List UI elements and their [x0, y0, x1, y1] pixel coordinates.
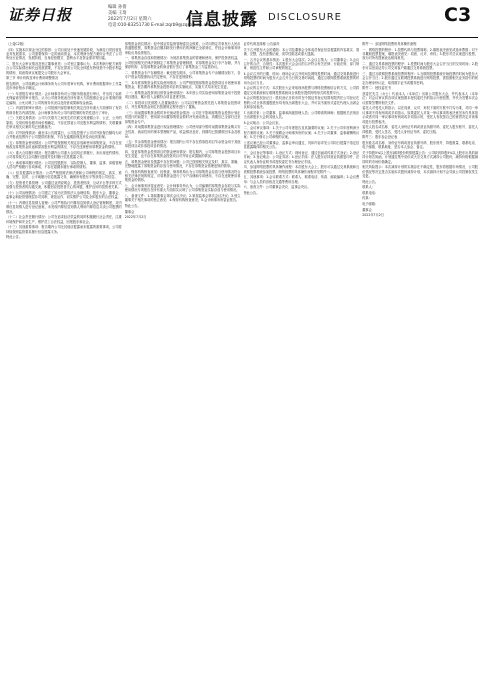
paragraph: （四）对闲置募集资金进行现金管理情况：公司使用部分暂时闲置募集资金购买安全性高、流动性好的保本型理财产品，收益情况良好，到期均已按期收回本金及收益。 — [124, 125, 241, 139]
paragraph: 传真： — [362, 196, 372, 201]
paragraph: 关于持股5%以上股东减持股份的预披露公告：公司收到持股5%以上股东出具的减持计划告知函，计划通过集中竞价或大宗交易方式减持公司股份，减持价格根据减持时的市场价格确定。 — [362, 150, 478, 164]
paragraph: 四、变更募集资金投资项目的资金使用情况：报告期内，公司募集资金投资项目未发生变更，也不存在募集资金投资项目对外转让或置换的情况。 — [124, 149, 241, 159]
column-2 — [125, 42, 241, 692]
paragraph: 特此公告。 — [124, 204, 141, 209]
paragraph: 4.会议召开的日期、时间：现场会议召开时间及网络投票时间，通过交易系统进行网络投票的时间为股东大会召开当日的交易时间段，通过互联网投票系统投票的时间为会议当日。 — [243, 72, 360, 85]
paragraph: 委托人对受托人的指示，以在同意、反对、弃权下面的方框中打勾为准，对同一审议事项不得有两项或多项指示。如果委托人对某一审议事项的表决意见未作具体指示或者对同一审议事项有两项或多项指示的，受托人有权按自己的意思决定对该事项进行投票表决。 — [362, 106, 478, 124]
paragraph: 上述议案已经公司董事会、监事会审议通过，具体内容详见公司同日披露于指定信息披露媒体的相关公告。 — [243, 140, 360, 150]
paragraph: 三、会议登记等事项：1.登记方式：现场登记、通过信函或传真方式登记；2.登记时间；3.登记地点：公司证券部；4.登记手续：法人股东应持营业执照复印件、法定代表人身份证明书或授权委托书办理登记手续。 — [243, 150, 360, 164]
paragraph: （二）内部控制审计情况：公司按照内部控制相关规定在所有重大方面保持了有效的财务报告内部控制，会计师事务所对公司内部控制的有效性进行了审计。 — [6, 106, 122, 115]
section-title: 信息披露 — [186, 10, 258, 30]
paragraph: 附件二：授权委托书 — [362, 86, 391, 91]
paragraph: 8.会议地点：公司会议室。 — [243, 120, 282, 125]
paragraph: （七）承诺事项履行情况：公司及控股股东、实际控制人、董事、监事、高级管理人员均严格履行各项承诺，不存在超期未履行承诺的情形。 — [6, 160, 122, 170]
paragraph: 一、募集资金存放和管理情况：为规范募集资金的管理和使用，保护投资者权益，公司依照相关法律法规制定了募集资金管理制度，对募集资金实行专户存储，并与保荐机构、存放募集资金的商业银行签订了募集资金三方监管协议。 — [124, 56, 241, 70]
paragraph: 二、通过交易系统投票的程序：1.投票时间为股东大会召开当日的交易时间；2.股东可以登录证券公司交易客户端通过交易系统投票。 — [362, 62, 478, 71]
paragraph: 三、通过互联网投票系统投票的程序：1.互联网投票系统开始投票的时间为股东大会召开当日；2.股东通过互联网投票系统进行网络投票，需按照相关业务指引的规定办理身份认证，取得数字证书或服务密码。 — [362, 72, 478, 85]
paragraph: 证券代码及简称 公告编号 — [243, 42, 280, 46]
paragraph: （十一）内幕信息知情人管理：公司严格执行内幕信息知情人登记管理制度，对内幕信息知情人进行登记备案，未发现内幕信息知情人利用内幕信息买卖公司股票的情况。 — [6, 200, 122, 214]
column-3 — [244, 42, 360, 692]
newspaper-logo: 证券日报 — [8, 6, 73, 24]
paragraph: 6.会议的股权登记日：股权登记日收市时在中国证券登记结算有限责任公司登记在册的公司全体普通股股东均有权出席股东大会，并可以书面形式委托代理人出席会议和参加表决。 — [243, 96, 360, 110]
paragraph: 报告期内，公司续聘会计师事务所为公司年度审计机构，审计费用根据审计工作量及市场价格水平确定。 — [6, 82, 122, 91]
paragraph: 一、网络投票的程序：1.投票代码与投票简称；2.填报表决意见或选举票数：对于非累积投票提案，填报表决意见：同意、反对、弃权；3.股东对总议案进行投票，视为对所有提案表达相同意见。 — [362, 47, 478, 61]
paragraph: （十三）其他重要事项：报告期内公司无其他应披露而未披露的重要事项，公司将持续按照监管要求履行信息披露义务。 — [6, 225, 122, 234]
paragraph: 2022年7月2日 — [124, 215, 147, 220]
paragraph: 五、募集资金使用及披露中存在的问题：公司已按照相关规定及时、真实、准确、完整地披露了募集资金的存放与使用情况，不存在募集资金管理违规的情形。 — [124, 159, 241, 169]
paragraph: （四）实施本次现金分红的原因：公司目前处于快速发展阶段，为满足日常经营及业务发展需求，公司需要保持一定的流动资金，本次利润分配方案综合考虑了公司所处行业情况、发展阶段、自身经营模式、盈利水平及资金需求等因素。 — [6, 47, 122, 61]
paragraph: （一）募集资金投资项目的资金使用情况：本年度公司实际使用募集资金用于投资项目建设，累计投入金额符合项目进度安排。 — [124, 90, 241, 100]
paragraph: （三）关联交易情况：公司与关联方之间发生的关联交易遵循公平、公正、公开的原则，交易价格参照市场价格确定，不存在损害公司及股东利益的情形，关联董事在审议相关议案时均已回避表决。 — [6, 116, 122, 130]
paragraph: （五）募集资金使用情况：公司严格按照相关规定存放和使用募集资金，不存在变相改变募集资金用途和损害股东利益的情况，不存在违规使用募集资金的情形。 — [6, 140, 122, 150]
paragraph: 联系人： — [362, 185, 375, 190]
paragraph: 第三节 审计机构及审计费用调整情况 — [6, 76, 59, 81]
paragraph: （十）公司治理情况：公司建立了较为完善的法人治理结构，股东大会、董事会、监事会和经营管理层各司其职、规范运作，切实维护公司及全体股东的合法权益。 — [6, 190, 122, 200]
paragraph: （三）用闲置募集资金暂时补充流动资金情况：公司在不影响募集资金投资计划正常进行的前提下，使用部分闲置募集资金暂时补充流动资金，到期后已全部归还至募集资金专户。 — [124, 110, 241, 124]
paragraph: 五、其他事项：1.会议联系方式：联系人、联系电话、传真、邮政编码；2.会议费用：与会人员的食宿及交通等费用自理。 — [243, 175, 360, 184]
paragraph: （上接C2版） — [6, 42, 27, 46]
paragraph: （十二）社会责任履行情况：公司在追求经济效益的同时积极履行社会责任，注重环境保护和安全生产，维护员工合法权益，回报股东和社会。 — [6, 215, 122, 224]
paragraph: （二）募投项目先期投入及置换情况：公司以自筹资金预先投入募集资金投资项目，并在募集资金到位后按照规定程序进行了置换。 — [124, 100, 241, 110]
paragraph: 董事会 — [124, 209, 135, 214]
paragraph: （六）重大合同履行情况：报告期内公司重大合同均正常履行，未出现违约情形，公司将持续关注合同履行进展并及时履行信息披露义务。 — [6, 150, 122, 160]
article-columns — [6, 42, 478, 692]
paragraph: 特此公告。 — [6, 235, 22, 240]
paragraph: 关于召开股东大会的通知：本公司及董事会全体成员保证信息披露的内容真实、准确、完整，没有虚假记载、误导性陈述或重大遗漏。 — [243, 47, 360, 56]
paragraph: 联系电话： — [362, 190, 379, 195]
paragraph: 委托人姓名或名称、委托人身份证号码或营业执照号码、委托人股东账号、委托人持股数、受托人签名、受托人身份证号码、委托日期。 — [362, 125, 478, 134]
paragraph: （八）信息披露执行情况：公司严格按照法律法规和公司章程的规定，真实、准确、完整、及时、公平地履行信息披露义务，确保所有股东平等获得公司信息。 — [6, 170, 122, 180]
paragraph: 二、会议审议事项：1.关于公司年度报告及其摘要的议案；2.关于公司年度利润分配方案的议案；3.关于续聘会计师事务所的议案；4.关于公司董事、监事薪酬的议案；5.关于修订公司章程的议案。 — [243, 126, 360, 140]
paragraph: 董事会 — [362, 207, 372, 212]
paragraph: 四、参加网络投票的具体操作流程：本次股东大会上，股东可以通过交易系统和互联网投票系统参加投票，网络投票的具体操作流程详见附件一。 — [243, 165, 360, 174]
paragraph: 二、募集资金专户存储情况：截至报告期末，公司募集资金专户余额情况如下，各专户资金均按照协议约定使用，不存在违规情形。 — [124, 70, 241, 80]
meta-date: 2022年7月2日 星期六 — [108, 17, 152, 22]
meta-editor: 编辑 孙倩 — [108, 5, 127, 10]
column-4 — [362, 42, 478, 692]
paragraph: 特此公告。 — [362, 179, 379, 184]
paragraph: （九）投资者关系管理：公司通过业绩说明会、投资者热线、互动平台等多种方式加强与投资者的沟通交流，积极回应投资者关心的问题，维护良好的投资者关系。 — [6, 180, 122, 190]
paragraph: 5.会议的召开方式：本次股东大会采取现场投票与网络投票相结合的方式，公司将通过交易系统和互联网投票系统向全体股东提供网络形式的投票平台。 — [243, 86, 360, 95]
paragraph: 兹委托先生（女士）代表本人（本单位）出席公司股东大会，并代表本人（本单位）对会议审议的各项议案按照本授权委托书的指示行使投票，并代为签署本次会议需要签署的相关文件。 — [362, 92, 478, 105]
meta-designer: 美编 王琦 — [108, 11, 127, 16]
paragraph: 七、会计师事务所鉴证意见：会计师事务所认为，公司编制的募集资金存放与实际使用情况专项报告在所有重大方面如实反映了公司募集资金实际存放与使用情况。 — [124, 184, 241, 193]
paragraph: 股东姓名或名称、身份证号码或营业执照号码、股东账号、持股数量、联系电话、电子邮箱、联系地址、是否本人参会、备注。 — [362, 140, 478, 150]
paragraph: 电子邮箱： — [362, 202, 379, 206]
paragraph: 六、备查文件：公司董事会决议、监事会决议。 — [243, 185, 311, 190]
masthead — [0, 0, 484, 40]
paragraph: 附件一：参加网络投票的具体操作流程 — [362, 42, 417, 46]
section-title-en: DISCLOSURE — [268, 12, 342, 23]
paragraph: 特此公告。 — [243, 190, 260, 195]
paragraph: （五）节余募集资金使用情况：报告期内公司不存在将募投项目节余资金用于其他募投项目或非募投项目的情况。 — [124, 139, 241, 149]
header-rule — [6, 37, 478, 38]
paragraph: 三、本年度募集资金的实际使用情况：公司严格按照募集资金投资项目计划使用募集资金，报告期内募集资金投资项目的实施地点、实施方式均未发生变更。 — [124, 80, 241, 90]
paragraph: 7.出席对象：公司董事、监事和高级管理人员；公司聘请的律师；根据相关法规应当出席股东大会的其他人员。 — [243, 110, 360, 120]
paragraph: 相关风险提示：本次减持计划的实施存在不确定性，股东将根据市场情况、公司股价情况等决定是否实施本次股份减持计划，本次减持计划不会导致公司控制权发生变更。 — [362, 165, 478, 179]
page-number: C3 — [444, 4, 472, 26]
meta-contact: 电话:010-83251730 E-mail:zqrb9@zqrb.sina.net — [108, 23, 211, 28]
paragraph: 附件三：股东参会登记表 — [362, 135, 398, 140]
paragraph: 六、保荐机构核查意见：经核查，保荐机构认为公司募集资金存放与使用情况符合相关法律法规的规定，对募集资金进行了专户存储和专项使用，不存在违规使用募集资金的情形。 — [124, 169, 241, 183]
paragraph: 一、召开会议的基本情况：1.股东大会届次；2.会议召集人：公司董事会；3.会议召开的合法、合规性：本次股东大会会议的召开符合有关法律、行政法规、部门规章、规范性文件和公司章程的规定。 — [243, 57, 360, 71]
paragraph: （四）对外担保情况：截至本公告披露日，公司及控股子公司对外担保总额均为对合并报表范围内子公司提供的担保，不存在逾期担保及涉及诉讼的担保。 — [6, 130, 122, 140]
paragraph: 2022年7月2日 — [362, 213, 384, 218]
column-1 — [6, 42, 122, 692]
paragraph: 二、股东大会审议情况及独立董事意见：公司独立董事认为，本次利润分配方案符合公司实际情况和长远发展需要，不存在损害公司及全体股东特别是中小股东利益的情形，同意将该议案提交公司股东大会审议。 — [6, 62, 122, 75]
paragraph: 八、备查文件：1.第届董事会第次会议决议；2.第届监事会第次会议决议；3.独立董事关于相关事项的独立意见；4.保荐机构核查意见；5.会计师事务所鉴证报告。 — [124, 194, 241, 203]
paragraph: 募集资金到位情况：经中国证券监督管理委员会核准，公司向特定对象发行人民币普通股股票，募集资金总额扣除发行费用后的净额已全部到位，并经会计师事务所审验出具验资报告。 — [124, 42, 241, 55]
paragraph: （一）年度报告审计情况：会计师事务所对公司财务报表进行审计，并出具了标准无保留意见的审计报告，认为公司财务报表在所有重大方面按照企业会计准则的规定编制，公允反映了公司的财务状况以及经营成果和现金流量。 — [6, 92, 122, 105]
